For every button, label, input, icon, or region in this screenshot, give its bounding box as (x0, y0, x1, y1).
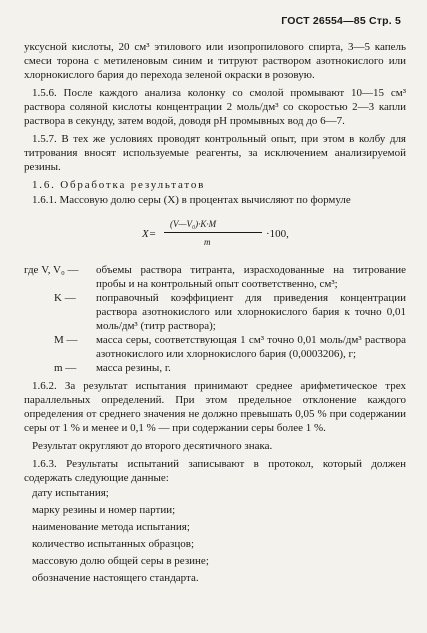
definition-row (24, 263, 406, 291)
definition-row (24, 291, 406, 333)
list-item: марку резины и номер партии; (32, 504, 176, 516)
list-item: массовую долю общей серы в резине; (32, 555, 209, 567)
definition-symbol: K — (54, 292, 76, 304)
definition-text: поправочный коэффициент для приведения концентрации раствора азотнокислого или хлорнокислого бария к точно 0,01 моль/дм³ (титр раствора); (96, 292, 406, 332)
paragraph-1-6-2: 1.6.2. За результат испытания принимают среднее арифметическое трех параллельных определений. При этом предельное отклонение каждого определения от среднего значения не должно превышать 0,05 % при содержании серы от 1 % и менее и 0,1 % — при содержании серы более 1 %. (24, 380, 406, 434)
paragraph-1-5-6: 1.5.6. После каждого анализа колонку со смолой промывают 10—15 см³ раствора соляной кислоты концентрации 2 моль/дм³ со скоростью 2—3 капли раствора в секунду, затем водой, доводя рН промывных вод до 6—7. (24, 87, 406, 127)
protocol-items-list (24, 486, 406, 585)
section-heading-1-6: 1.6. Обработка результатов (32, 179, 206, 191)
list-item: количество испытанных образцов; (32, 538, 195, 550)
definition-row (24, 361, 406, 375)
paragraph-1-6-1: 1.6.1. Массовую долю серы (X) в процентах вычисляют по формуле (32, 194, 351, 206)
symbol-definitions (24, 263, 406, 375)
document-body (24, 40, 406, 588)
formula-denominator: m (204, 237, 211, 247)
paragraph-continuation: уксусной кислоты, 20 см³ этилового или изопропилового спирта, 3—5 капель смеси торона с метиленовым синим и титруют раствором азотнокислого или хлорнокислого бария до перехода зеленой окраски в розовую. (24, 41, 406, 81)
definition-symbol: M — (54, 334, 78, 346)
definition-text: объемы раствора титранта, израсходованные на титрование пробы и на контрольный опыт соответственно, см³; (96, 264, 406, 290)
paragraph-rounding: Результат округляют до второго десятичного знака. (32, 440, 273, 452)
list-item: дату испытания; (32, 487, 109, 499)
paragraph-1-5-7: 1.5.7. В тех же условиях проводят контрольный опыт, при этом в колбу для титрования вносят используемые реагенты, за исключением анализируемой резины. (24, 133, 406, 173)
definition-text: масса резины, г. (96, 362, 171, 374)
definition-symbol: m — (54, 362, 77, 374)
formula-numerator: (V—V₀)·K·M (170, 219, 217, 229)
formula-mass-fraction (24, 211, 406, 257)
page-header: ГОСТ 26554—85 Стр. 5 (281, 15, 401, 27)
paragraph-1-6-3: 1.6.3. Результаты испытаний записывают в протокол, который должен содержать следующие данные: (24, 458, 406, 484)
formula-fraction-bar (164, 232, 262, 233)
definition-symbol: V, V₀ — (41, 264, 79, 276)
list-item: обозначение настоящего стандарта. (32, 572, 199, 584)
definition-lead: где (24, 264, 39, 276)
formula-multiplier: ·100, (266, 228, 289, 240)
definition-row (24, 333, 406, 361)
definition-text: масса серы, соответствующая 1 см³ точно 0,01 моль/дм³ раствора азотнокислого или хлорнокислого бария (0,0003206), г; (96, 334, 406, 360)
list-item: наименование метода испытания; (32, 521, 190, 533)
formula-lhs: X= (142, 228, 157, 240)
